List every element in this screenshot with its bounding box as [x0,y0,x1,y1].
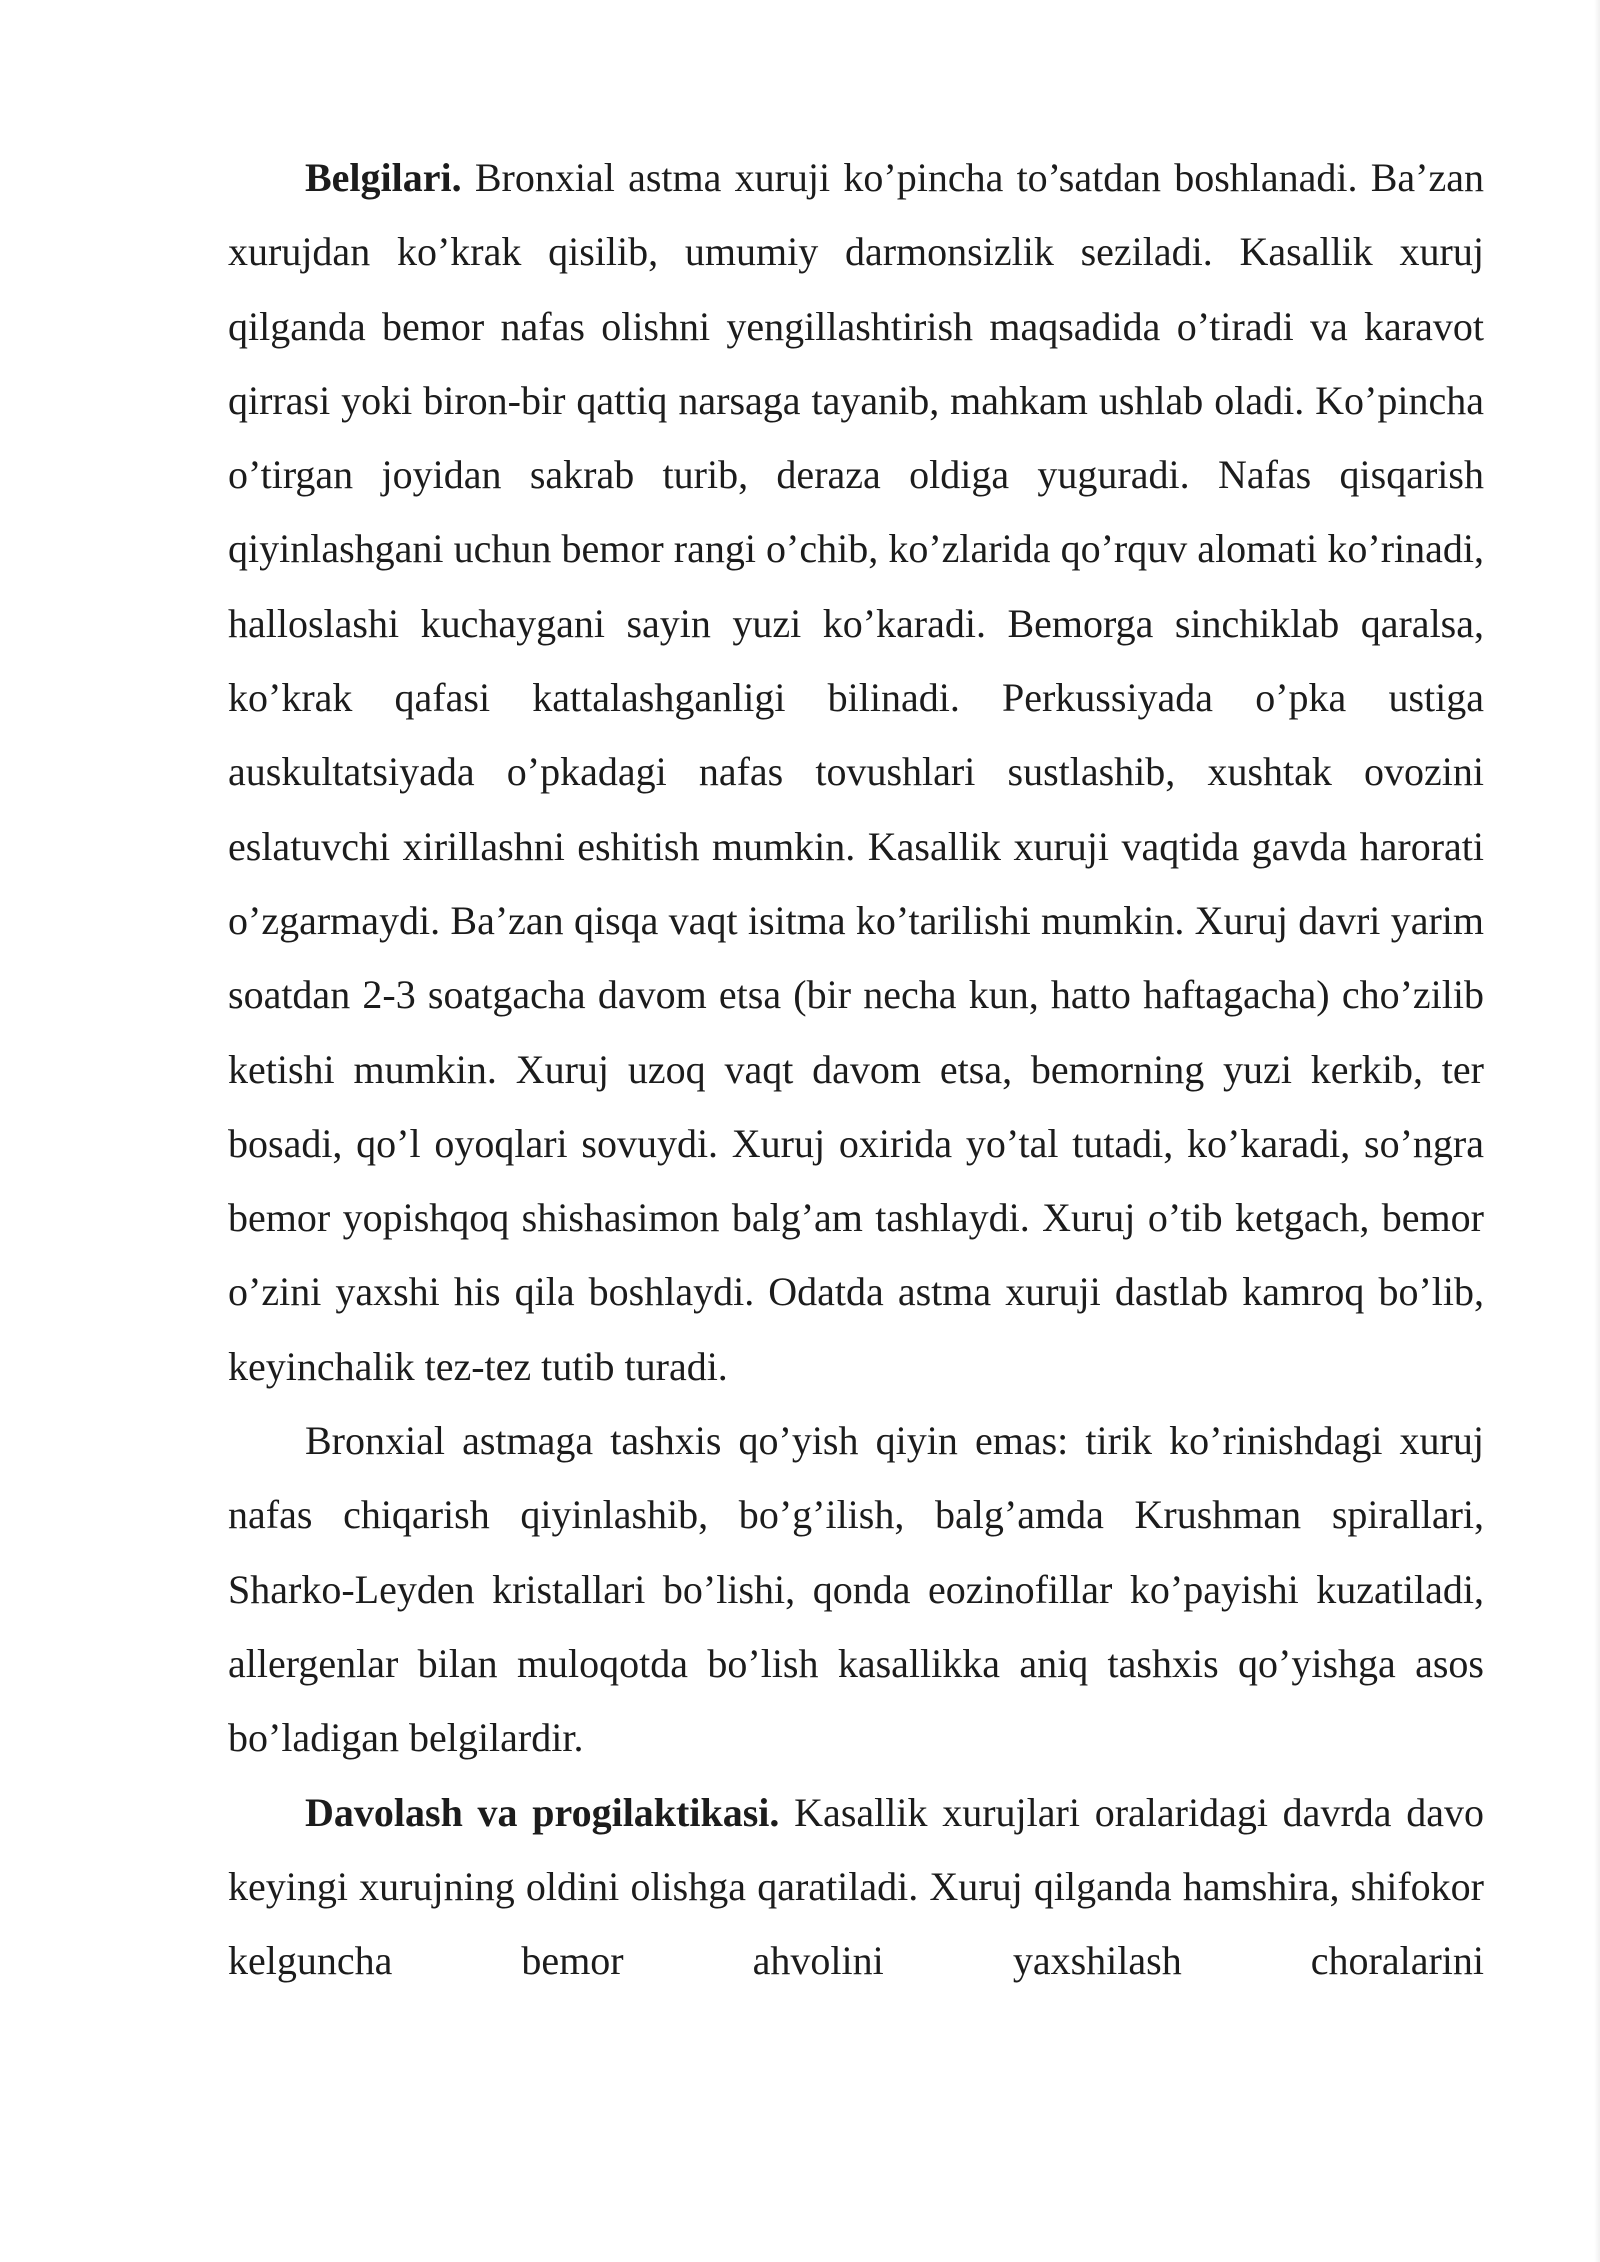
paragraph-symptoms [228,141,1484,1404]
document-body [228,141,1484,1999]
paragraph-treatment-text: Kasallik xurujlari oralaridagi davrda davo keyingi xurujning oldini olishga qaratiladi. Xuruj qilganda hamshira, shifokor kelguncha bemor ahvolini yaxshilash choralarini [228,1789,1484,1984]
section-heading-treatment: Davolash va progilaktikasi. [305,1789,780,1835]
page-edge-shadow [1594,0,1600,2262]
paragraph-symptoms-text: Bronxial astma xuruji ko’pincha to’satdan boshlanadi. Ba’zan xurujdan ko’krak qisilib, umumiy darmonsizlik seziladi. Kasallik xuruj qilganda bemor nafas olishni yengillashtirish maqsadida o’tiradi va karavot qirrasi yoki biron-bir qattiq narsaga tayanib, mahkam ushlab oladi. Ko’pincha o’tirgan joyidan sakrab turib, deraza oldiga yuguradi. Nafas qisqarish qiyinlashgani uchun bemor rangi o’chib, ko’zlarida qo’rquv alomati ko’rinadi, halloslashi kuchaygani sayin yuzi ko’karadi. Bemorga sinchiklab qaralsa, ko’krak qafasi kattalashganligi bilinadi. Perkussiyada o’pka ustiga auskultatsiyada o’pkadagi nafas tovushlari sustlashib, xushtak ovozini eslatuvchi xirillashni eshitish mumkin. Kasallik xuruji vaqtida gavda harorati o’zgarmaydi. Ba’zan qisqa vaqt isitma ko’tarilishi mumkin. Xuruj davri yarim soatdan 2-3 soatgacha davom etsa (bir necha kun, hatto haftagacha) cho’zilib ketishi mumkin. Xuruj uzoq vaqt davom etsa, bemorning yuzi kerkib, ter bosadi, qo’l oyoqlari sovuydi. Xuruj oxirida yo’tal tutadi, ko’karadi, so’ngra bemor yopishqoq shishasimon balg’am tashlaydi. Xuruj o’tib ketgach, bemor o’zini yaxshi his qila boshlaydi. Odatda astma xuruji dastlab kamroq bo’lib, keyinchalik tez-tez tutib turadi. [228,155,1485,1389]
paragraph-diagnosis-text: Bronxial astmaga tashxis qo’yish qiyin emas: tirik ko’rinishdagi xuruj nafas chiqarish qiyinlashib, bo’g’ilish, balg’amda Krushman spirallari, Sharko-Leyden kristallari bo’lishi, qonda eozinofillar ko’payishi kuzatiladi, allergenlar bilan muloqotda bo’lish kasallikka aniq tashxis qo’yishga asos bo’ladigan belgilardir. [228,1418,1484,1761]
section-heading-symptoms: Belgilari. [305,155,462,200]
paragraph-treatment [228,1776,1484,1999]
paragraph-diagnosis [228,1404,1484,1775]
